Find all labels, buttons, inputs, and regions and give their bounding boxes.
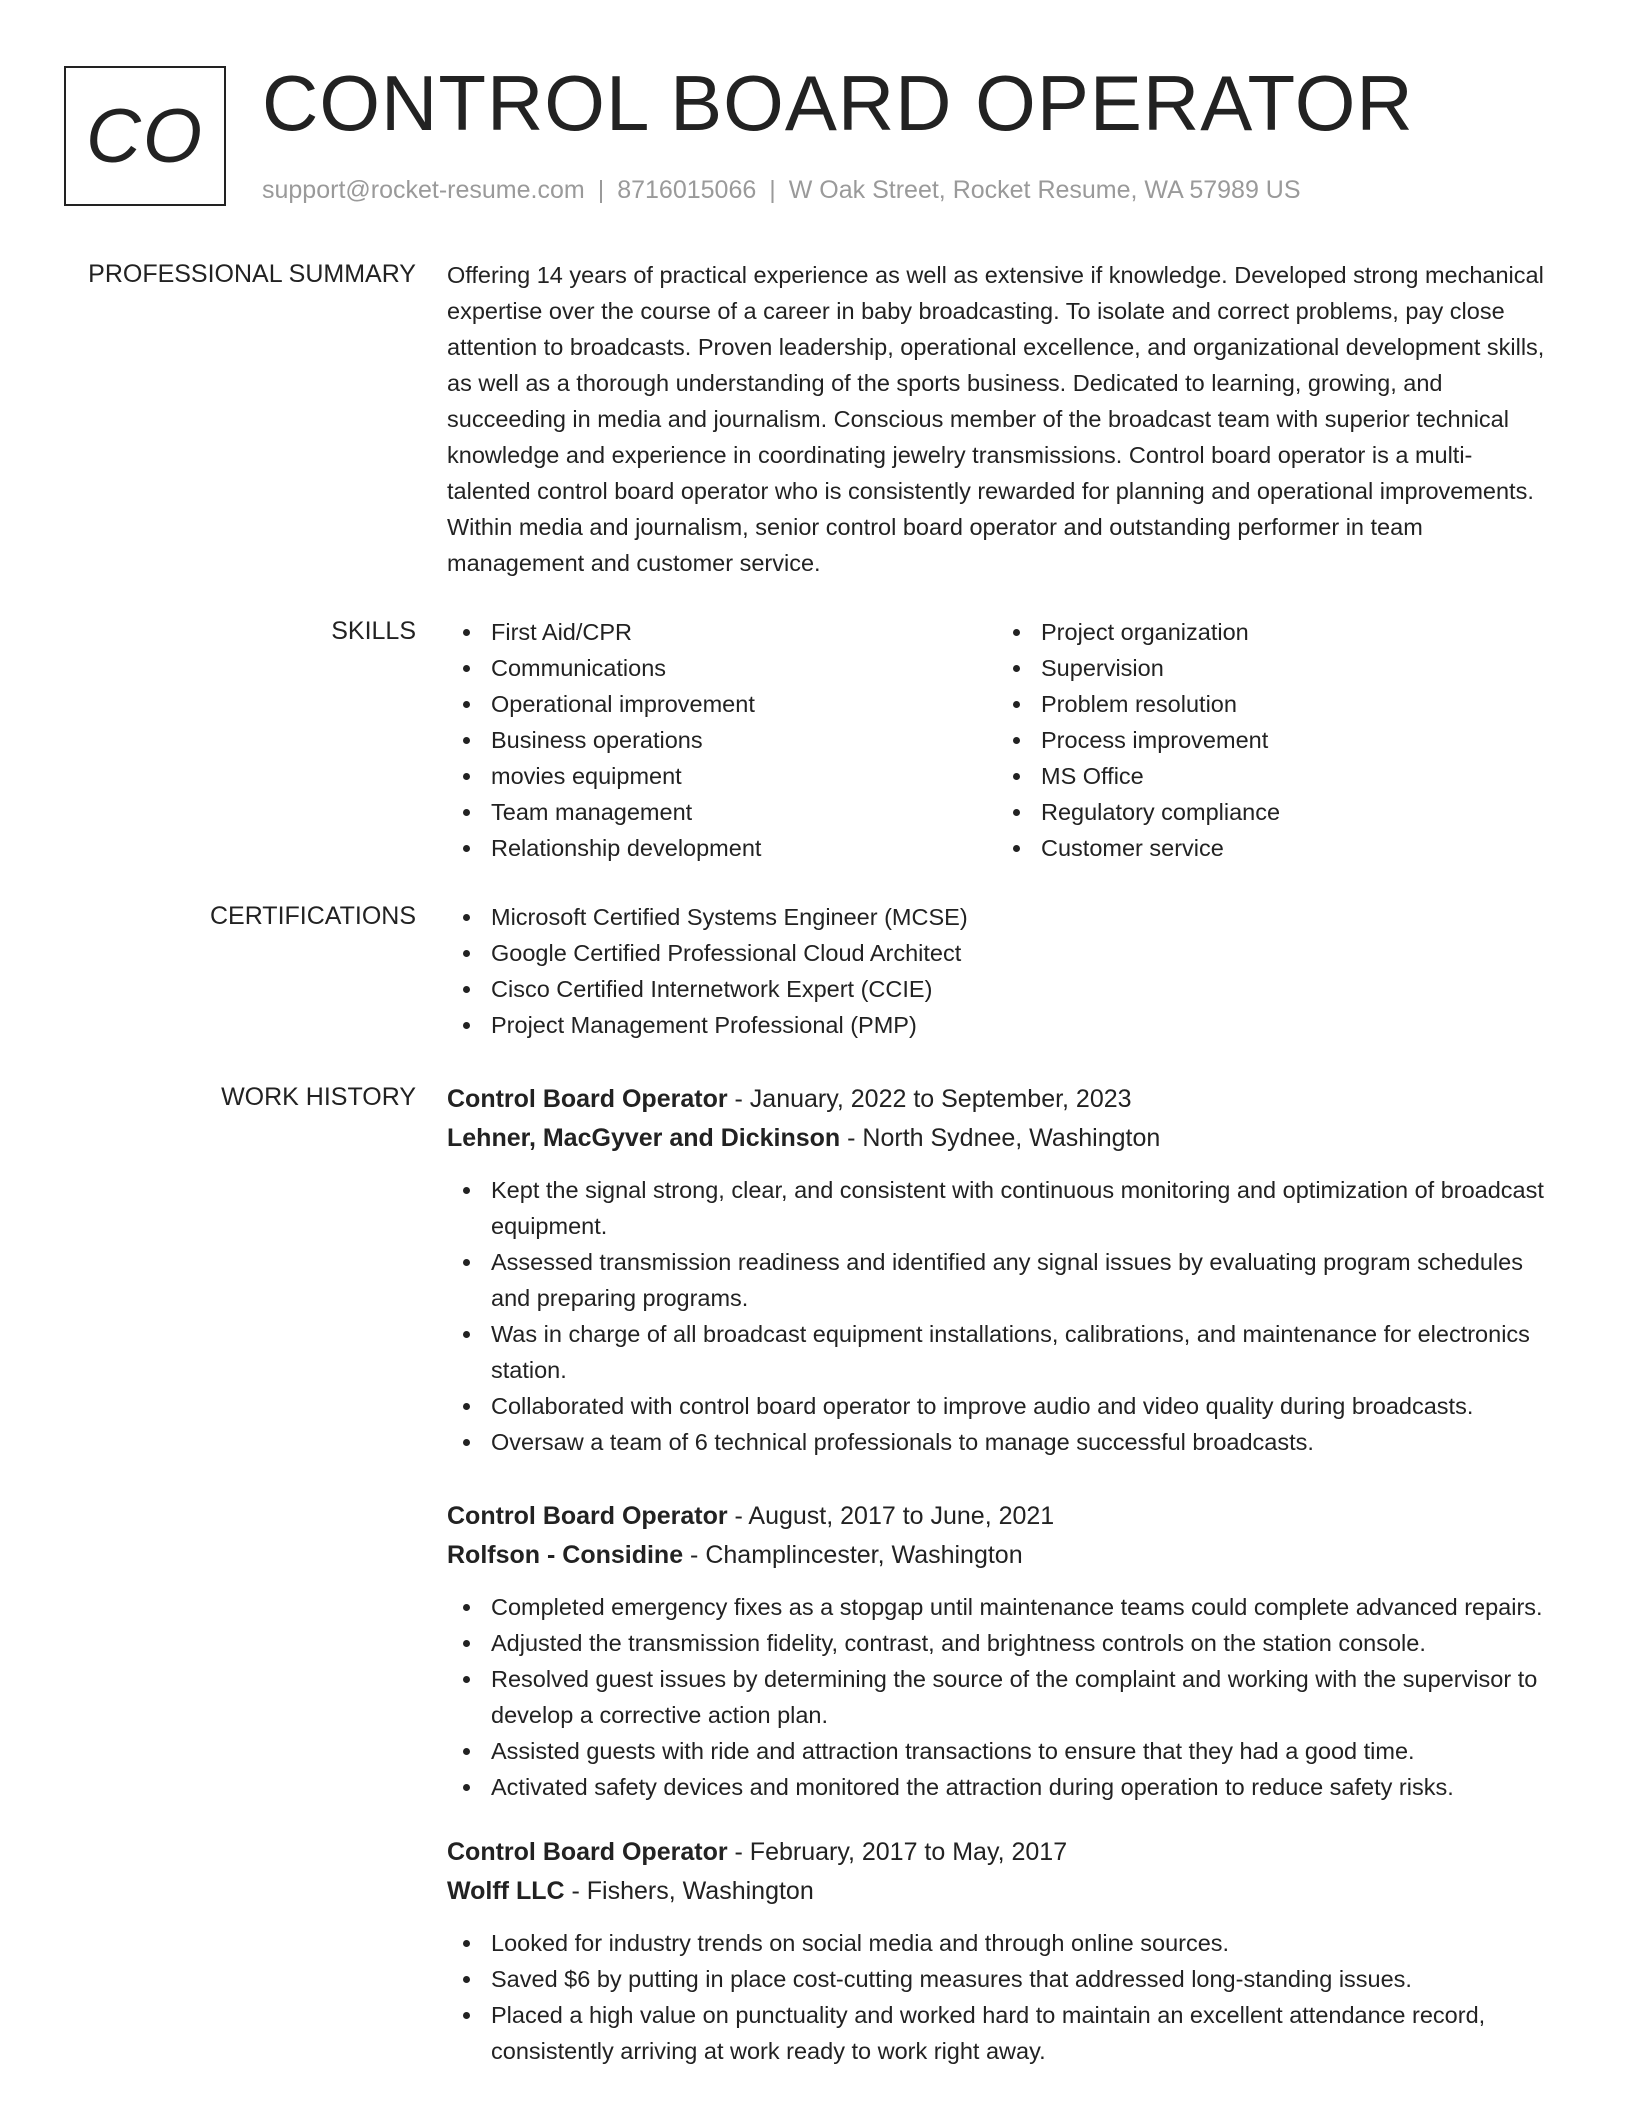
job-title: Control Board Operator <box>447 1085 728 1113</box>
skill-item: Regulatory compliance <box>997 794 1547 830</box>
work-history-heading: WORK HISTORY <box>221 1083 416 1111</box>
job-bullets <box>447 1925 1547 2069</box>
certification-item: Microsoft Certified Systems Engineer (MCSE) <box>447 899 1547 935</box>
work-history-body <box>447 1080 1547 2069</box>
skill-item: MS Office <box>997 758 1547 794</box>
job-location: - Champlincester, Washington <box>683 1541 1023 1569</box>
job-bullet: Completed emergency fixes as a stopgap until maintenance teams could complete advanced repairs. <box>447 1589 1547 1625</box>
job-bullet: Assessed transmission readiness and identified any signal issues by evaluating program schedules and preparing programs. <box>447 1244 1547 1316</box>
skill-item: Relationship development <box>447 830 997 866</box>
job-entry <box>447 1833 1547 2069</box>
job-dates: - August, 2017 to June, 2021 <box>727 1502 1055 1530</box>
job-title-line <box>447 1833 1547 1872</box>
job-bullet: Looked for industry trends on social media and through online sources. <box>447 1925 1547 1961</box>
job-bullet: Placed a high value on punctuality and worked hard to maintain an excellent attendance record, consistently arriving at work ready to work right away. <box>447 1997 1547 2069</box>
contact-separator: | <box>597 176 605 204</box>
candidate-name: CONTROL BOARD OPERATOR <box>262 59 1414 147</box>
job-bullet: Adjusted the transmission fidelity, contrast, and brightness controls on the station console. <box>447 1625 1547 1661</box>
job-bullet: Collaborated with control board operator to improve audio and video quality during broadcasts. <box>447 1388 1547 1424</box>
skill-item: Team management <box>447 794 997 830</box>
contact-email: support@rocket-resume.com <box>262 176 585 204</box>
certifications-list <box>447 899 1547 1043</box>
skill-item: First Aid/CPR <box>447 614 997 650</box>
job-bullet: Assisted guests with ride and attraction transactions to ensure that they had a good time. <box>447 1733 1547 1769</box>
skill-item: Operational improvement <box>447 686 997 722</box>
job-company-line <box>447 1119 1547 1158</box>
job-bullet: Kept the signal strong, clear, and consistent with continuous monitoring and optimization of broadcast equipment. <box>447 1172 1547 1244</box>
job-bullet: Was in charge of all broadcast equipment installations, calibrations, and maintenance for electronics station. <box>447 1316 1547 1388</box>
skill-item: Business operations <box>447 722 997 758</box>
job-title: Control Board Operator <box>447 1502 728 1530</box>
job-company: Lehner, MacGyver and Dickinson <box>447 1124 841 1152</box>
certifications-heading: CERTIFICATIONS <box>209 902 416 930</box>
job-company-line <box>447 1872 1547 1911</box>
skill-item: Customer service <box>997 830 1547 866</box>
skills-list-left <box>447 614 997 866</box>
job-dates: - January, 2022 to September, 2023 <box>727 1085 1132 1113</box>
job-bullet: Saved $6 by putting in place cost-cutting measures that addressed long-standing issues. <box>447 1961 1547 1997</box>
job-company: Wolff LLC <box>447 1877 565 1905</box>
skill-item: movies equipment <box>447 758 997 794</box>
monogram-logo: CO <box>64 66 226 206</box>
certifications-body <box>447 899 1547 1043</box>
skill-item: Communications <box>447 650 997 686</box>
job-entry <box>447 1497 1547 1805</box>
skill-item: Process improvement <box>997 722 1547 758</box>
skill-item: Project organization <box>997 614 1547 650</box>
summary-heading: PROFESSIONAL SUMMARY <box>88 260 416 288</box>
job-bullets <box>447 1172 1547 1460</box>
job-company-line <box>447 1536 1547 1575</box>
job-entry <box>447 1080 1547 1460</box>
contact-separator: | <box>769 176 776 204</box>
skills-heading: SKILLS <box>331 617 416 645</box>
job-bullet: Oversaw a team of 6 technical professionals to manage successful broadcasts. <box>447 1424 1547 1460</box>
certification-item: Project Management Professional (PMP) <box>447 1007 1547 1043</box>
job-company: Rolfson - Considine <box>447 1541 684 1569</box>
certification-item: Cisco Certified Internetwork Expert (CCIE) <box>447 971 1547 1007</box>
job-title: Control Board Operator <box>447 1838 728 1866</box>
contact-address: W Oak Street, Rocket Resume, WA 57989 US <box>788 176 1301 204</box>
job-location: - North Sydnee, Washington <box>840 1124 1161 1152</box>
skill-item: Supervision <box>997 650 1547 686</box>
summary-text: Offering 14 years of practical experience as well as extensive if knowledge. Developed strong mechanical expertise over the course of a career in baby broadcasting. To isolate and correct problems, pay close attention to broadcasts. Proven leadership, operational excellence, and organizational development skills, as well as a thorough understanding of the sports business. Dedicated to learning, growing, and succeeding in media and journalism. Conscious member of the broadcast team with superior technical knowledge and experience in coordinating jewelry transmissions. Control board operator is a multi-talented control board operator who is consistently rewarded for planning and operational improvements. Within media and journalism, senior control board operator and outstanding performer in team management and customer service. <box>447 262 1545 576</box>
job-location: - Fishers, Washington <box>564 1877 814 1905</box>
skills-list-right <box>997 614 1547 866</box>
job-bullets <box>447 1589 1547 1805</box>
job-title-line <box>447 1497 1547 1536</box>
skills-body <box>447 614 1547 866</box>
skill-item: Problem resolution <box>997 686 1547 722</box>
job-title-line <box>447 1080 1547 1119</box>
contact-line <box>262 174 1301 206</box>
job-bullet: Activated safety devices and monitored the attraction during operation to reduce safety risks. <box>447 1769 1547 1805</box>
summary-body <box>447 257 1547 581</box>
certification-item: Google Certified Professional Cloud Architect <box>447 935 1547 971</box>
contact-phone: 8716015066 <box>617 176 757 204</box>
job-bullet: Resolved guest issues by determining the source of the complaint and working with the supervisor to develop a corrective action plan. <box>447 1661 1547 1733</box>
job-dates: - February, 2017 to May, 2017 <box>727 1838 1068 1866</box>
